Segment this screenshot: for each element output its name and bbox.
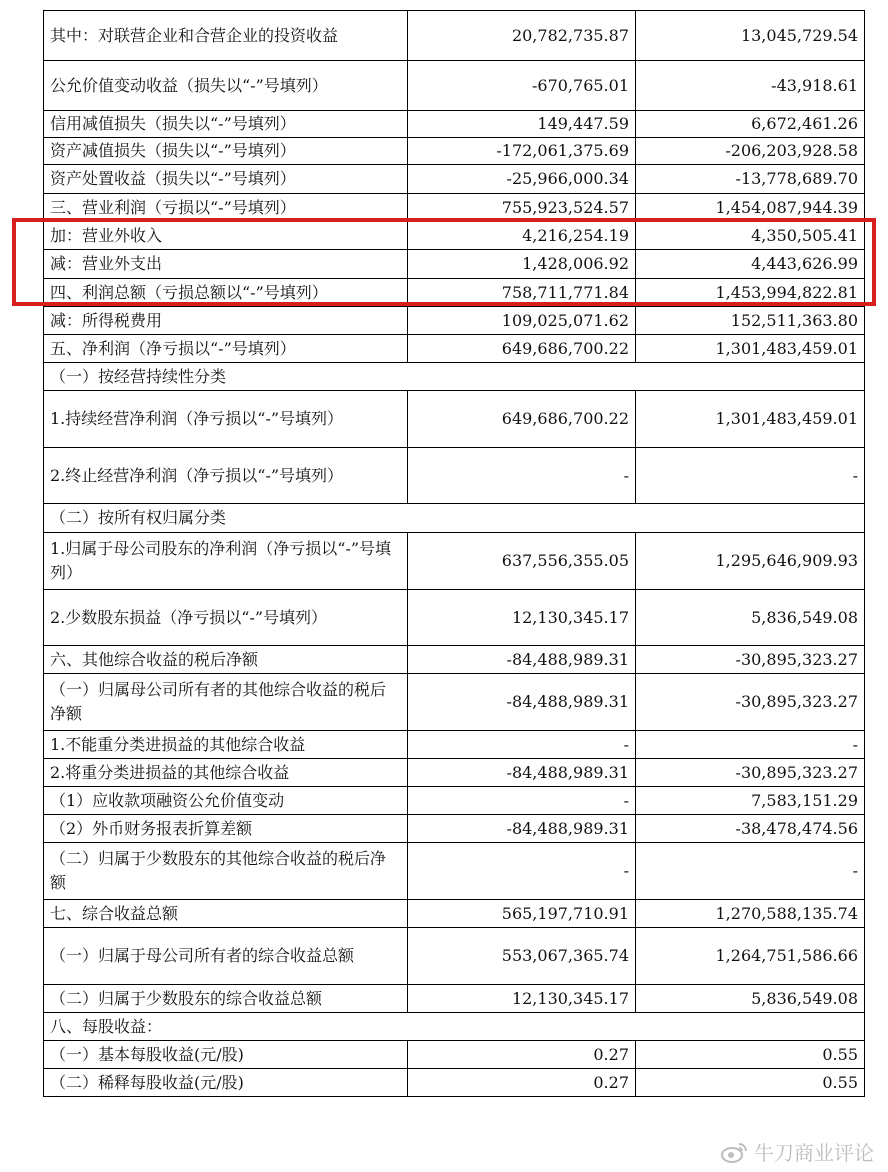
prior-period-value: 1,270,588,135.74 (636, 900, 865, 928)
current-period-value: 12,130,345.17 (408, 985, 636, 1013)
table-row (44, 843, 865, 900)
current-period-value: 553,067,365.74 (408, 928, 636, 985)
row-label: （2）外币财务报表折算差额 (44, 815, 408, 843)
table-row (44, 307, 865, 335)
table-row (44, 1041, 865, 1069)
row-label: （二）按所有权归属分类 (44, 504, 865, 533)
table-row (44, 787, 865, 815)
current-period-value: 0.27 (408, 1069, 636, 1097)
table-row (44, 1069, 865, 1097)
table-row (44, 11, 865, 61)
weibo-icon (720, 1141, 748, 1163)
row-label: 其中：对联营企业和合营企业的投资收益 (44, 11, 408, 61)
current-period-value: 1,428,006.92 (408, 250, 636, 279)
row-label: （二）稀释每股收益(元/股) (44, 1069, 408, 1097)
row-label: 信用减值损失（损失以“-”号填列） (44, 111, 408, 138)
table-row (44, 111, 865, 138)
income-statement-body (44, 11, 865, 1097)
row-label: 资产减值损失（损失以“-”号填列） (44, 138, 408, 165)
prior-period-value: 4,443,626.99 (636, 250, 865, 279)
row-label: 加：营业外收入 (44, 222, 408, 250)
row-label: 1.持续经营净利润（净亏损以“-”号填列） (44, 391, 408, 448)
table-row (44, 61, 865, 111)
current-period-value: 649,686,700.22 (408, 391, 636, 448)
watermark-text: 牛刀商业评论 (754, 1141, 874, 1165)
table-row (44, 165, 865, 194)
current-period-value: 20,782,735.87 (408, 11, 636, 61)
prior-period-value: -13,778,689.70 (636, 165, 865, 194)
row-label: 2.少数股东损益（净亏损以“-”号填列） (44, 590, 408, 646)
table-row (44, 533, 865, 590)
row-label: 六、其他综合收益的税后净额 (44, 646, 408, 674)
table-row (44, 646, 865, 674)
current-period-value: 109,025,071.62 (408, 307, 636, 335)
prior-period-value: 5,836,549.08 (636, 590, 865, 646)
row-label: 减：所得税费用 (44, 307, 408, 335)
prior-period-value: 1,301,483,459.01 (636, 391, 865, 448)
table-row (44, 985, 865, 1013)
row-label: 资产处置收益（损失以“-”号填列） (44, 165, 408, 194)
table-row (44, 448, 865, 504)
prior-period-value: - (636, 448, 865, 504)
current-period-value: 4,216,254.19 (408, 222, 636, 250)
row-label: 七、综合收益总额 (44, 900, 408, 928)
row-label: 八、每股收益： (44, 1013, 865, 1041)
row-label: 1.归属于母公司股东的净利润（净亏损以“-”号填列） (44, 533, 408, 590)
table-row (44, 759, 865, 787)
table-row (44, 391, 865, 448)
prior-period-value: 0.55 (636, 1041, 865, 1069)
current-period-value: 12,130,345.17 (408, 590, 636, 646)
table-row (44, 194, 865, 222)
prior-period-value: 4,350,505.41 (636, 222, 865, 250)
prior-period-value: 1,264,751,586.66 (636, 928, 865, 985)
prior-period-value: 13,045,729.54 (636, 11, 865, 61)
prior-period-value: -38,478,474.56 (636, 815, 865, 843)
prior-period-value: 152,511,363.80 (636, 307, 865, 335)
prior-period-value: -30,895,323.27 (636, 646, 865, 674)
current-period-value: - (408, 843, 636, 900)
prior-period-value: 6,672,461.26 (636, 111, 865, 138)
row-label: （一）归属母公司所有者的其他综合收益的税后净额 (44, 674, 408, 731)
prior-period-value: 1,453,994,822.81 (636, 279, 865, 307)
current-period-value: 0.27 (408, 1041, 636, 1069)
current-period-value: 755,923,524.57 (408, 194, 636, 222)
current-period-value: 565,197,710.91 (408, 900, 636, 928)
current-period-value: - (408, 731, 636, 759)
prior-period-value: -206,203,928.58 (636, 138, 865, 165)
prior-period-value: 1,301,483,459.01 (636, 335, 865, 363)
prior-period-value: - (636, 843, 865, 900)
row-label: （二）归属于少数股东的其他综合收益的税后净额 (44, 843, 408, 900)
row-label: 四、利润总额（亏损总额以“-”号填列） (44, 279, 408, 307)
table-row (44, 928, 865, 985)
table-row (44, 1013, 865, 1041)
table-row (44, 504, 865, 533)
row-label: （二）归属于少数股东的综合收益总额 (44, 985, 408, 1013)
current-period-value: -84,488,989.31 (408, 815, 636, 843)
prior-period-value: -30,895,323.27 (636, 674, 865, 731)
row-label: 1.不能重分类进损益的其他综合收益 (44, 731, 408, 759)
row-label: 五、净利润（净亏损以“-”号填列） (44, 335, 408, 363)
table-row (44, 590, 865, 646)
table-row (44, 900, 865, 928)
prior-period-value: 7,583,151.29 (636, 787, 865, 815)
current-period-value: -84,488,989.31 (408, 646, 636, 674)
table-row (44, 815, 865, 843)
current-period-value: 149,447.59 (408, 111, 636, 138)
current-period-value: - (408, 448, 636, 504)
row-label: 三、营业利润（亏损以“-”号填列） (44, 194, 408, 222)
row-label: 公允价值变动收益（损失以“-”号填列） (44, 61, 408, 111)
prior-period-value: -30,895,323.27 (636, 759, 865, 787)
table-row (44, 674, 865, 731)
prior-period-value: 0.55 (636, 1069, 865, 1097)
table-row (44, 279, 865, 307)
prior-period-value: -43,918.61 (636, 61, 865, 111)
current-period-value: 649,686,700.22 (408, 335, 636, 363)
table-row (44, 222, 865, 250)
current-period-value: - (408, 787, 636, 815)
table-row (44, 138, 865, 165)
row-label: （一）按经营持续性分类 (44, 363, 865, 391)
prior-period-value: 1,295,646,909.93 (636, 533, 865, 590)
table-row (44, 363, 865, 391)
watermark (720, 1137, 874, 1166)
row-label: （一）基本每股收益(元/股) (44, 1041, 408, 1069)
current-period-value: 637,556,355.05 (408, 533, 636, 590)
current-period-value: -172,061,375.69 (408, 138, 636, 165)
income-statement-table (43, 10, 865, 1097)
row-label: 2.将重分类进损益的其他综合收益 (44, 759, 408, 787)
current-period-value: 758,711,771.84 (408, 279, 636, 307)
row-label: 2.终止经营净利润（净亏损以“-”号填列） (44, 448, 408, 504)
prior-period-value: 1,454,087,944.39 (636, 194, 865, 222)
current-period-value: -84,488,989.31 (408, 759, 636, 787)
row-label: 减：营业外支出 (44, 250, 408, 279)
prior-period-value: 5,836,549.08 (636, 985, 865, 1013)
current-period-value: -670,765.01 (408, 61, 636, 111)
table-row (44, 250, 865, 279)
table-row (44, 335, 865, 363)
row-label: （一）归属于母公司所有者的综合收益总额 (44, 928, 408, 985)
current-period-value: -25,966,000.34 (408, 165, 636, 194)
table-row (44, 731, 865, 759)
prior-period-value: - (636, 731, 865, 759)
row-label: （1）应收款项融资公允价值变动 (44, 787, 408, 815)
current-period-value: -84,488,989.31 (408, 674, 636, 731)
